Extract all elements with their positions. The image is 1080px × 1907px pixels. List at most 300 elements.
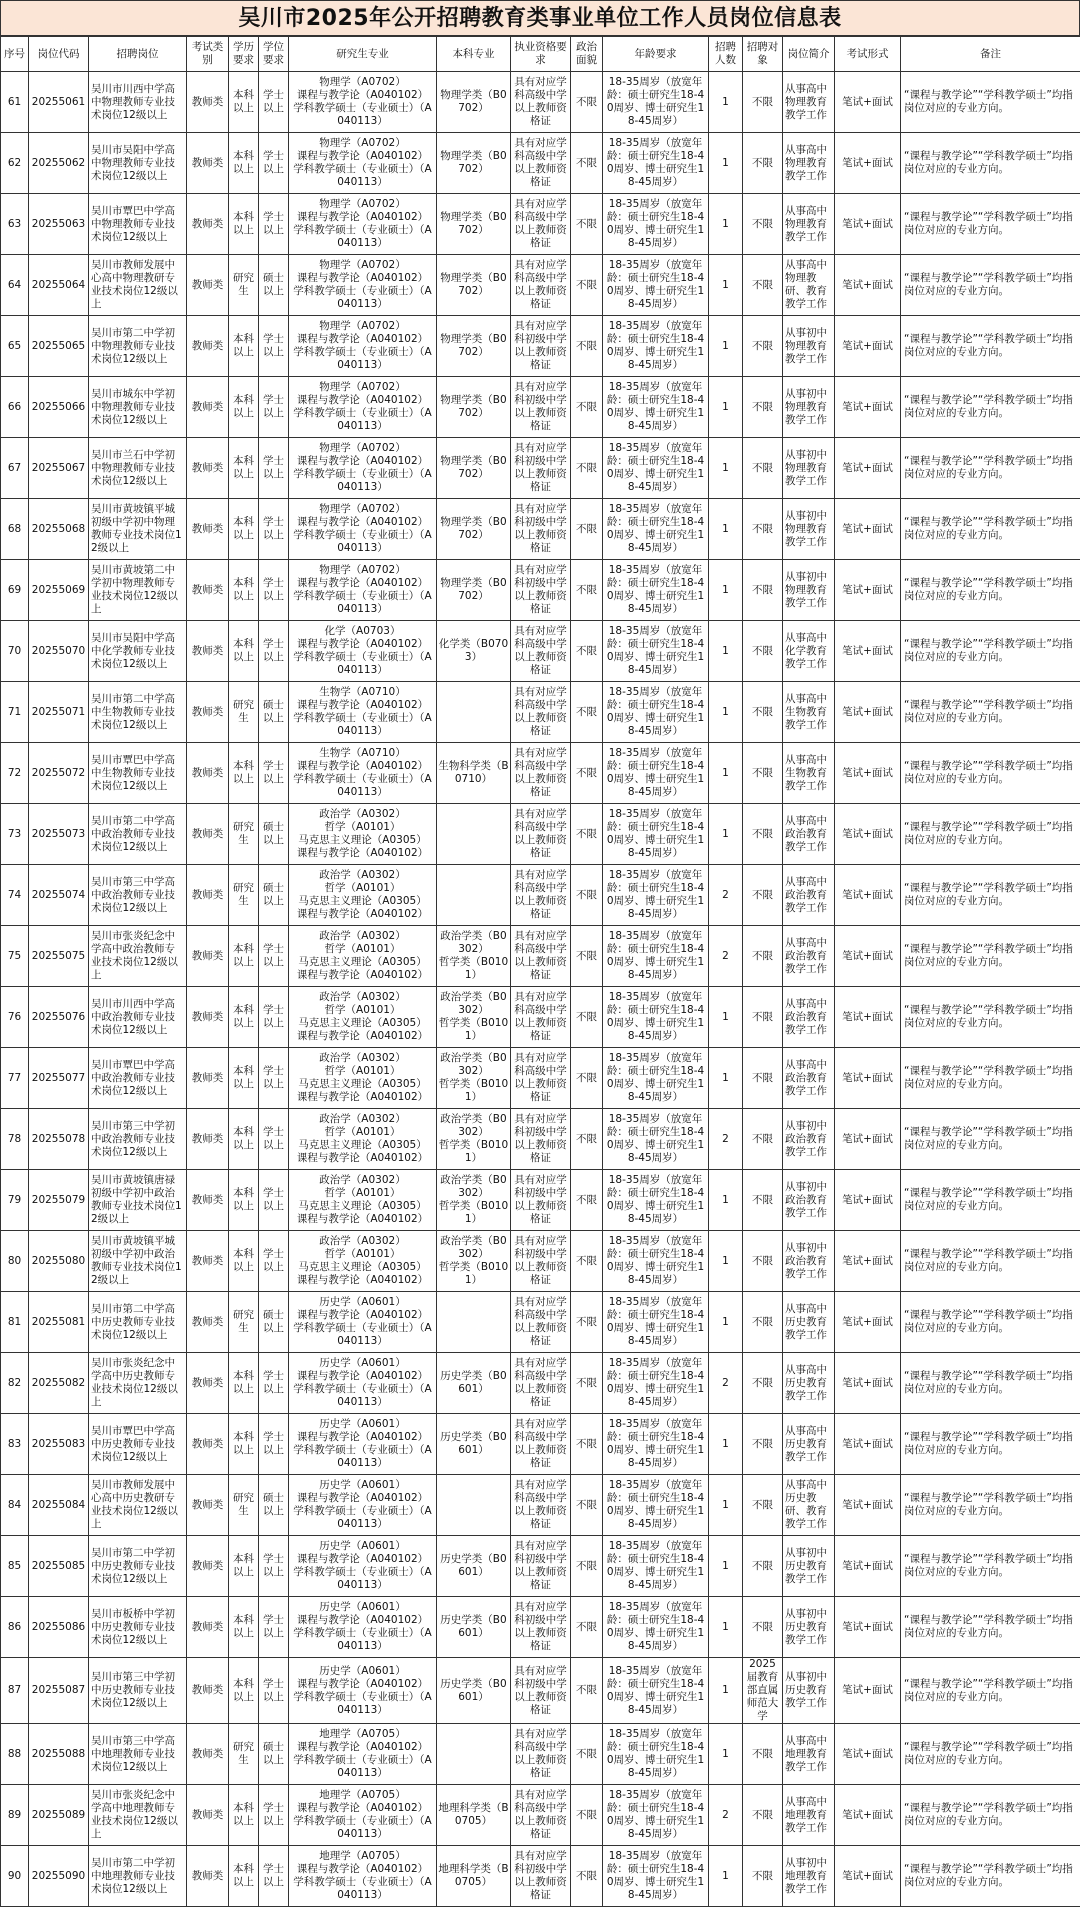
cell-grad-major: 化学（A0703） 课程与教学论（A040102） 学科教学硕士（专业硕士）（A040113） xyxy=(289,621,437,682)
cell-intro: 从事初中地理教育教学工作 xyxy=(783,1846,835,1907)
cell-category: 教师类 xyxy=(187,621,229,682)
cell-age: 18-35周岁（放宽年龄：硕士研究生18-40周岁、博士研究生18-45周岁） xyxy=(603,1536,709,1597)
cell-qualification: 具有对应学科初级中学以上教师资格证 xyxy=(511,1170,571,1231)
cell-position: 吴川市第二中学高中政治教师专业技术岗位12级以上 xyxy=(89,804,187,865)
cell-note: “课程与教学论”“学科教学硕士”均指岗位对应的专业方向。 xyxy=(901,316,1080,377)
cell-position: 吴川市第二中学高中生物教师专业技术岗位12级以上 xyxy=(89,682,187,743)
cell-qualification: 具有对应学科高级中学以上教师资格证 xyxy=(511,743,571,804)
cell-code: 20255071 xyxy=(29,682,89,743)
cell-intro: 从事初中物理教育教学工作 xyxy=(783,377,835,438)
cell-degree: 硕士以上 xyxy=(259,1292,289,1353)
cell-exam-form: 笔试+面试 xyxy=(835,1170,901,1231)
cell-category: 教师类 xyxy=(187,1048,229,1109)
column-header: 序号 xyxy=(1,37,29,72)
cell-category: 教师类 xyxy=(187,133,229,194)
cell-exam-form: 笔试+面试 xyxy=(835,1536,901,1597)
table-row xyxy=(1,1785,1080,1846)
cell-degree: 硕士以上 xyxy=(259,682,289,743)
cell-degree: 硕士以上 xyxy=(259,1724,289,1785)
cell-code: 20255084 xyxy=(29,1475,89,1536)
cell-exam-form: 笔试+面试 xyxy=(835,1658,901,1724)
cell-exam-form: 笔试+面试 xyxy=(835,1231,901,1292)
cell-intro: 从事高中历史教育教学工作 xyxy=(783,1292,835,1353)
cell-degree: 硕士以上 xyxy=(259,255,289,316)
cell-seq: 75 xyxy=(1,926,29,987)
cell-political-status: 不限 xyxy=(571,926,603,987)
cell-education: 本科以上 xyxy=(229,1658,259,1724)
cell-undergrad-major: 地理科学类（B0705） xyxy=(437,1785,511,1846)
cell-position: 吴川市第三中学高中地理教师专业技术岗位12级以上 xyxy=(89,1724,187,1785)
cell-age: 18-35周岁（放宽年龄：硕士研究生18-40周岁、博士研究生18-45周岁） xyxy=(603,194,709,255)
cell-intro: 从事高中物理教育教学工作 xyxy=(783,72,835,133)
table-row xyxy=(1,194,1080,255)
cell-seq: 64 xyxy=(1,255,29,316)
cell-note: “课程与教学论”“学科教学硕士”均指岗位对应的专业方向。 xyxy=(901,682,1080,743)
cell-position: 吴川市教师发展中心高中物理教研专业技术岗位12级以上 xyxy=(89,255,187,316)
cell-education: 本科以上 xyxy=(229,987,259,1048)
cell-category: 教师类 xyxy=(187,316,229,377)
cell-code: 20255073 xyxy=(29,804,89,865)
cell-grad-major: 政治学（A0302） 哲学（A0101） 马克思主义理论（A0305） 课程与教学论（A040102） xyxy=(289,804,437,865)
cell-code: 20255081 xyxy=(29,1292,89,1353)
table-row xyxy=(1,72,1080,133)
cell-age: 18-35周岁（放宽年龄：硕士研究生18-40周岁、博士研究生18-45周岁） xyxy=(603,1414,709,1475)
cell-code: 20255066 xyxy=(29,377,89,438)
column-header: 执业资格要求 xyxy=(511,37,571,72)
cell-age: 18-35周岁（放宽年龄：硕士研究生18-40周岁、博士研究生18-45周岁） xyxy=(603,72,709,133)
cell-political-status: 不限 xyxy=(571,560,603,621)
cell-category: 教师类 xyxy=(187,1597,229,1658)
cell-grad-major: 政治学（A0302） 哲学（A0101） 马克思主义理论（A0305） 课程与教学论（A040102） xyxy=(289,987,437,1048)
cell-age: 18-35周岁（放宽年龄：硕士研究生18-40周岁、博士研究生18-45周岁） xyxy=(603,743,709,804)
cell-education: 本科以上 xyxy=(229,1846,259,1907)
cell-exam-form: 笔试+面试 xyxy=(835,865,901,926)
column-header: 招聘岗位 xyxy=(89,37,187,72)
cell-qualification: 具有对应学科初级中学以上教师资格证 xyxy=(511,438,571,499)
cell-age: 18-35周岁（放宽年龄：硕士研究生18-40周岁、博士研究生18-45周岁） xyxy=(603,560,709,621)
cell-qualification: 具有对应学科高级中学以上教师资格证 xyxy=(511,133,571,194)
cell-qualification: 具有对应学科高级中学以上教师资格证 xyxy=(511,682,571,743)
cell-political-status: 不限 xyxy=(571,133,603,194)
cell-degree: 学士以上 xyxy=(259,316,289,377)
cell-degree: 学士以上 xyxy=(259,1414,289,1475)
cell-exam-form: 笔试+面试 xyxy=(835,255,901,316)
cell-category: 教师类 xyxy=(187,926,229,987)
cell-political-status: 不限 xyxy=(571,72,603,133)
cell-political-status: 不限 xyxy=(571,438,603,499)
cell-exam-form: 笔试+面试 xyxy=(835,316,901,377)
cell-target: 不限 xyxy=(743,194,783,255)
cell-category: 教师类 xyxy=(187,1109,229,1170)
cell-target: 不限 xyxy=(743,72,783,133)
cell-grad-major: 物理学（A0702） 课程与教学论（A040102） 学科教学硕士（专业硕士）（A040113） xyxy=(289,194,437,255)
cell-qualification: 具有对应学科初级中学以上教师资格证 xyxy=(511,499,571,560)
cell-qualification: 具有对应学科高级中学以上教师资格证 xyxy=(511,1414,571,1475)
cell-target: 不限 xyxy=(743,926,783,987)
column-header: 本科专业 xyxy=(437,37,511,72)
cell-position: 吴川市第二中学高中历史教师专业技术岗位12级以上 xyxy=(89,1292,187,1353)
table-row xyxy=(1,926,1080,987)
cell-seq: 61 xyxy=(1,72,29,133)
cell-qualification: 具有对应学科高级中学以上教师资格证 xyxy=(511,987,571,1048)
cell-grad-major: 地理学（A0705） 课程与教学论（A040102） 学科教学硕士（专业硕士）（A040113） xyxy=(289,1846,437,1907)
cell-intro: 从事初中政治教育教学工作 xyxy=(783,1231,835,1292)
cell-grad-major: 物理学（A0702） 课程与教学论（A040102） 学科教学硕士（专业硕士）（A040113） xyxy=(289,316,437,377)
cell-degree: 硕士以上 xyxy=(259,865,289,926)
cell-undergrad-major: 物理学类（B0702） xyxy=(437,255,511,316)
cell-headcount: 1 xyxy=(709,1597,743,1658)
cell-note: “课程与教学论”“学科教学硕士”均指岗位对应的专业方向。 xyxy=(901,1292,1080,1353)
cell-grad-major: 历史学（A0601） 课程与教学论（A040102） 学科教学硕士（专业硕士）（A040113） xyxy=(289,1658,437,1724)
cell-political-status: 不限 xyxy=(571,1231,603,1292)
cell-qualification: 具有对应学科初级中学以上教师资格证 xyxy=(511,560,571,621)
cell-political-status: 不限 xyxy=(571,1536,603,1597)
cell-exam-form: 笔试+面试 xyxy=(835,1109,901,1170)
cell-position: 吴川市第二中学初中地理教师专业技术岗位12级以上 xyxy=(89,1846,187,1907)
cell-undergrad-major: 物理学类（B0702） xyxy=(437,377,511,438)
cell-code: 20255068 xyxy=(29,499,89,560)
cell-undergrad-major: 物理学类（B0702） xyxy=(437,133,511,194)
cell-political-status: 不限 xyxy=(571,1048,603,1109)
table-row xyxy=(1,1170,1080,1231)
cell-grad-major: 历史学（A0601） 课程与教学论（A040102） 学科教学硕士（专业硕士）（A040113） xyxy=(289,1353,437,1414)
cell-undergrad-major: 政治学类（B0302） 哲学类（B0101） xyxy=(437,1109,511,1170)
cell-target: 不限 xyxy=(743,804,783,865)
column-header: 岗位代码 xyxy=(29,37,89,72)
cell-education: 本科以上 xyxy=(229,377,259,438)
cell-intro: 从事高中政治教育教学工作 xyxy=(783,987,835,1048)
cell-position: 吴川市第三中学初中政治教师专业技术岗位12级以上 xyxy=(89,1109,187,1170)
cell-undergrad-major: 政治学类（B0302） 哲学类（B0101） xyxy=(437,1170,511,1231)
cell-headcount: 1 xyxy=(709,194,743,255)
cell-grad-major: 政治学（A0302） 哲学（A0101） 马克思主义理论（A0305） 课程与教学论（A040102） xyxy=(289,926,437,987)
cell-grad-major: 历史学（A0601） 课程与教学论（A040102） 学科教学硕士（专业硕士）（A040113） xyxy=(289,1475,437,1536)
cell-note: “课程与教学论”“学科教学硕士”均指岗位对应的专业方向。 xyxy=(901,1536,1080,1597)
cell-education: 本科以上 xyxy=(229,1785,259,1846)
cell-education: 本科以上 xyxy=(229,1170,259,1231)
cell-exam-form: 笔试+面试 xyxy=(835,1597,901,1658)
column-header: 政治面貌 xyxy=(571,37,603,72)
cell-seq: 77 xyxy=(1,1048,29,1109)
cell-note: “课程与教学论”“学科教学硕士”均指岗位对应的专业方向。 xyxy=(901,1231,1080,1292)
cell-exam-form: 笔试+面试 xyxy=(835,926,901,987)
cell-qualification: 具有对应学科高级中学以上教师资格证 xyxy=(511,926,571,987)
cell-exam-form: 笔试+面试 xyxy=(835,682,901,743)
cell-note: “课程与教学论”“学科教学硕士”均指岗位对应的专业方向。 xyxy=(901,72,1080,133)
cell-category: 教师类 xyxy=(187,804,229,865)
cell-note: “课程与教学论”“学科教学硕士”均指岗位对应的专业方向。 xyxy=(901,255,1080,316)
cell-political-status: 不限 xyxy=(571,1597,603,1658)
cell-undergrad-major: 地理科学类（B0705） xyxy=(437,1846,511,1907)
cell-undergrad-major: 物理学类（B0702） xyxy=(437,438,511,499)
cell-intro: 从事高中政治教育教学工作 xyxy=(783,865,835,926)
cell-grad-major: 物理学（A0702） 课程与教学论（A040102） 学科教学硕士（专业硕士）（A040113） xyxy=(289,438,437,499)
cell-target: 不限 xyxy=(743,682,783,743)
cell-age: 18-35周岁（放宽年龄：硕士研究生18-40周岁、博士研究生18-45周岁） xyxy=(603,1231,709,1292)
cell-qualification: 具有对应学科初级中学以上教师资格证 xyxy=(511,1231,571,1292)
cell-headcount: 1 xyxy=(709,133,743,194)
table-row xyxy=(1,743,1080,804)
cell-undergrad-major: 历史学类（B0601） xyxy=(437,1353,511,1414)
cell-exam-form: 笔试+面试 xyxy=(835,1724,901,1785)
cell-age: 18-35周岁（放宽年龄：硕士研究生18-40周岁、博士研究生18-45周岁） xyxy=(603,377,709,438)
cell-note: “课程与教学论”“学科教学硕士”均指岗位对应的专业方向。 xyxy=(901,1414,1080,1475)
cell-age: 18-35周岁（放宽年龄：硕士研究生18-40周岁、博士研究生18-45周岁） xyxy=(603,316,709,377)
cell-position: 吴川市兰石中学初中物理教师专业技术岗位12级以上 xyxy=(89,438,187,499)
column-header: 备注 xyxy=(901,37,1080,72)
cell-grad-major: 政治学（A0302） 哲学（A0101） 马克思主义理论（A0305） 课程与教学论（A040102） xyxy=(289,1170,437,1231)
cell-education: 研究生 xyxy=(229,1724,259,1785)
cell-degree: 学士以上 xyxy=(259,621,289,682)
cell-note: “课程与教学论”“学科教学硕士”均指岗位对应的专业方向。 xyxy=(901,1658,1080,1724)
cell-degree: 学士以上 xyxy=(259,1170,289,1231)
cell-qualification: 具有对应学科高级中学以上教师资格证 xyxy=(511,255,571,316)
cell-headcount: 1 xyxy=(709,377,743,438)
cell-position: 吴川市城东中学初中物理教师专业技术岗位12级以上 xyxy=(89,377,187,438)
cell-headcount: 1 xyxy=(709,499,743,560)
cell-headcount: 1 xyxy=(709,316,743,377)
cell-code: 20255075 xyxy=(29,926,89,987)
cell-target: 不限 xyxy=(743,1231,783,1292)
cell-target: 不限 xyxy=(743,1785,783,1846)
cell-category: 教师类 xyxy=(187,1353,229,1414)
cell-exam-form: 笔试+面试 xyxy=(835,194,901,255)
cell-target: 不限 xyxy=(743,1292,783,1353)
cell-target: 不限 xyxy=(743,1724,783,1785)
cell-political-status: 不限 xyxy=(571,1846,603,1907)
cell-code: 20255082 xyxy=(29,1353,89,1414)
cell-category: 教师类 xyxy=(187,1658,229,1724)
cell-degree: 硕士以上 xyxy=(259,804,289,865)
cell-category: 教师类 xyxy=(187,1414,229,1475)
cell-political-status: 不限 xyxy=(571,316,603,377)
column-header: 年龄要求 xyxy=(603,37,709,72)
cell-seq: 82 xyxy=(1,1353,29,1414)
cell-education: 本科以上 xyxy=(229,1597,259,1658)
cell-education: 本科以上 xyxy=(229,194,259,255)
cell-age: 18-35周岁（放宽年龄：硕士研究生18-40周岁、博士研究生18-45周岁） xyxy=(603,1724,709,1785)
cell-headcount: 1 xyxy=(709,560,743,621)
cell-position: 吴川市黄坡镇平城初级中学初中物理教师专业技术岗位12级以上 xyxy=(89,499,187,560)
cell-degree: 学士以上 xyxy=(259,1231,289,1292)
cell-grad-major: 历史学（A0601） 课程与教学论（A040102） 学科教学硕士（专业硕士）（A040113） xyxy=(289,1597,437,1658)
table-row xyxy=(1,133,1080,194)
cell-grad-major: 物理学（A0702） 课程与教学论（A040102） 学科教学硕士（专业硕士）（A040113） xyxy=(289,255,437,316)
cell-headcount: 1 xyxy=(709,682,743,743)
cell-seq: 76 xyxy=(1,987,29,1048)
cell-note: “课程与教学论”“学科教学硕士”均指岗位对应的专业方向。 xyxy=(901,1048,1080,1109)
cell-headcount: 1 xyxy=(709,1414,743,1475)
cell-seq: 87 xyxy=(1,1658,29,1724)
cell-grad-major: 物理学（A0702） 课程与教学论（A040102） 学科教学硕士（专业硕士）（A040113） xyxy=(289,499,437,560)
cell-note: “课程与教学论”“学科教学硕士”均指岗位对应的专业方向。 xyxy=(901,1724,1080,1785)
cell-note: “课程与教学论”“学科教学硕士”均指岗位对应的专业方向。 xyxy=(901,1170,1080,1231)
cell-code: 20255090 xyxy=(29,1846,89,1907)
cell-qualification: 具有对应学科初级中学以上教师资格证 xyxy=(511,1536,571,1597)
cell-category: 教师类 xyxy=(187,255,229,316)
cell-degree: 学士以上 xyxy=(259,1353,289,1414)
cell-target: 不限 xyxy=(743,255,783,316)
cell-education: 本科以上 xyxy=(229,72,259,133)
cell-target: 不限 xyxy=(743,1597,783,1658)
cell-education: 研究生 xyxy=(229,255,259,316)
cell-political-status: 不限 xyxy=(571,1353,603,1414)
cell-education: 本科以上 xyxy=(229,1536,259,1597)
cell-note: “课程与教学论”“学科教学硕士”均指岗位对应的专业方向。 xyxy=(901,743,1080,804)
cell-intro: 从事初中物理教育教学工作 xyxy=(783,560,835,621)
cell-exam-form: 笔试+面试 xyxy=(835,133,901,194)
cell-education: 本科以上 xyxy=(229,560,259,621)
cell-undergrad-major: 政治学类（B0302） 哲学类（B0101） xyxy=(437,1048,511,1109)
cell-headcount: 1 xyxy=(709,1724,743,1785)
cell-degree: 学士以上 xyxy=(259,194,289,255)
cell-category: 教师类 xyxy=(187,194,229,255)
cell-seq: 86 xyxy=(1,1597,29,1658)
cell-age: 18-35周岁（放宽年龄：硕士研究生18-40周岁、博士研究生18-45周岁） xyxy=(603,255,709,316)
cell-undergrad-major: 物理学类（B0702） xyxy=(437,499,511,560)
cell-headcount: 1 xyxy=(709,621,743,682)
cell-political-status: 不限 xyxy=(571,1475,603,1536)
cell-degree: 学士以上 xyxy=(259,377,289,438)
cell-note: “课程与教学论”“学科教学硕士”均指岗位对应的专业方向。 xyxy=(901,560,1080,621)
cell-exam-form: 笔试+面试 xyxy=(835,560,901,621)
column-header: 研究生专业 xyxy=(289,37,437,72)
cell-political-status: 不限 xyxy=(571,1109,603,1170)
cell-political-status: 不限 xyxy=(571,1785,603,1846)
cell-target: 不限 xyxy=(743,438,783,499)
cell-note: “课程与教学论”“学科教学硕士”均指岗位对应的专业方向。 xyxy=(901,987,1080,1048)
cell-code: 20255078 xyxy=(29,1109,89,1170)
cell-headcount: 1 xyxy=(709,1658,743,1724)
column-header: 招聘人数 xyxy=(709,37,743,72)
column-header: 学历要求 xyxy=(229,37,259,72)
cell-age: 18-35周岁（放宽年龄：硕士研究生18-40周岁、博士研究生18-45周岁） xyxy=(603,1170,709,1231)
cell-undergrad-major: 生物科学类（B0710） xyxy=(437,743,511,804)
table-row xyxy=(1,499,1080,560)
cell-intro: 从事高中历史教育教学工作 xyxy=(783,1414,835,1475)
cell-degree: 学士以上 xyxy=(259,743,289,804)
cell-target: 不限 xyxy=(743,1475,783,1536)
cell-qualification: 具有对应学科初级中学以上教师资格证 xyxy=(511,1109,571,1170)
cell-headcount: 2 xyxy=(709,865,743,926)
cell-code: 20255069 xyxy=(29,560,89,621)
cell-target: 不限 xyxy=(743,1846,783,1907)
cell-political-status: 不限 xyxy=(571,255,603,316)
column-header: 考试类别 xyxy=(187,37,229,72)
table-row xyxy=(1,377,1080,438)
cell-code: 20255074 xyxy=(29,865,89,926)
cell-target: 不限 xyxy=(743,1170,783,1231)
cell-headcount: 2 xyxy=(709,1109,743,1170)
cell-education: 本科以上 xyxy=(229,1109,259,1170)
cell-qualification: 具有对应学科高级中学以上教师资格证 xyxy=(511,1353,571,1414)
cell-education: 本科以上 xyxy=(229,499,259,560)
table-row xyxy=(1,316,1080,377)
cell-intro: 从事高中历史教育教学工作 xyxy=(783,1353,835,1414)
cell-seq: 80 xyxy=(1,1231,29,1292)
cell-category: 教师类 xyxy=(187,682,229,743)
cell-exam-form: 笔试+面试 xyxy=(835,1785,901,1846)
cell-seq: 81 xyxy=(1,1292,29,1353)
cell-exam-form: 笔试+面试 xyxy=(835,438,901,499)
cell-code: 20255072 xyxy=(29,743,89,804)
cell-intro: 从事高中政治教育教学工作 xyxy=(783,926,835,987)
cell-note: “课程与教学论”“学科教学硕士”均指岗位对应的专业方向。 xyxy=(901,1846,1080,1907)
cell-age: 18-35周岁（放宽年龄：硕士研究生18-40周岁、博士研究生18-45周岁） xyxy=(603,1597,709,1658)
cell-seq: 84 xyxy=(1,1475,29,1536)
cell-position: 吴川市覃巴中学高中生物教师专业技术岗位12级以上 xyxy=(89,743,187,804)
table-row xyxy=(1,1724,1080,1785)
cell-note: “课程与教学论”“学科教学硕士”均指岗位对应的专业方向。 xyxy=(901,499,1080,560)
cell-target: 2025届教育部直属师范大学 xyxy=(743,1658,783,1724)
cell-seq: 72 xyxy=(1,743,29,804)
table-row xyxy=(1,682,1080,743)
cell-grad-major: 政治学（A0302） 哲学（A0101） 马克思主义理论（A0305） 课程与教学论（A040102） xyxy=(289,1048,437,1109)
cell-undergrad-major: 历史学类（B0601） xyxy=(437,1414,511,1475)
cell-grad-major: 物理学（A0702） 课程与教学论（A040102） 学科教学硕士（专业硕士）（A040113） xyxy=(289,72,437,133)
cell-intro: 从事高中物理教研、教育教学工作 xyxy=(783,255,835,316)
cell-seq: 63 xyxy=(1,194,29,255)
cell-category: 教师类 xyxy=(187,560,229,621)
cell-headcount: 1 xyxy=(709,255,743,316)
table-body xyxy=(1,72,1080,1907)
cell-exam-form: 笔试+面试 xyxy=(835,621,901,682)
cell-age: 18-35周岁（放宽年龄：硕士研究生18-40周岁、博士研究生18-45周岁） xyxy=(603,804,709,865)
cell-seq: 85 xyxy=(1,1536,29,1597)
cell-headcount: 2 xyxy=(709,1353,743,1414)
cell-age: 18-35周岁（放宽年龄：硕士研究生18-40周岁、博士研究生18-45周岁） xyxy=(603,682,709,743)
cell-age: 18-35周岁（放宽年龄：硕士研究生18-40周岁、博士研究生18-45周岁） xyxy=(603,1109,709,1170)
cell-undergrad-major: 历史学类（B0601） xyxy=(437,1658,511,1724)
cell-education: 本科以上 xyxy=(229,1048,259,1109)
cell-exam-form: 笔试+面试 xyxy=(835,804,901,865)
cell-target: 不限 xyxy=(743,743,783,804)
table-row xyxy=(1,1658,1080,1724)
table-row xyxy=(1,255,1080,316)
cell-age: 18-35周岁（放宽年龄：硕士研究生18-40周岁、博士研究生18-45周岁） xyxy=(603,1658,709,1724)
cell-grad-major: 地理学（A0705） 课程与教学论（A040102） 学科教学硕士（专业硕士）（A040113） xyxy=(289,1724,437,1785)
table-row xyxy=(1,1597,1080,1658)
cell-headcount: 1 xyxy=(709,1846,743,1907)
table-row xyxy=(1,1536,1080,1597)
cell-headcount: 1 xyxy=(709,987,743,1048)
cell-seq: 65 xyxy=(1,316,29,377)
cell-intro: 从事初中政治教育教学工作 xyxy=(783,1170,835,1231)
cell-political-status: 不限 xyxy=(571,499,603,560)
cell-grad-major: 物理学（A0702） 课程与教学论（A040102） 学科教学硕士（专业硕士）（A040113） xyxy=(289,133,437,194)
cell-seq: 67 xyxy=(1,438,29,499)
cell-undergrad-major xyxy=(437,1724,511,1785)
cell-position: 吴川市川西中学高中政治教师专业技术岗位12级以上 xyxy=(89,987,187,1048)
cell-age: 18-35周岁（放宽年龄：硕士研究生18-40周岁、博士研究生18-45周岁） xyxy=(603,1785,709,1846)
cell-note: “课程与教学论”“学科教学硕士”均指岗位对应的专业方向。 xyxy=(901,1109,1080,1170)
cell-category: 教师类 xyxy=(187,1846,229,1907)
cell-seq: 74 xyxy=(1,865,29,926)
cell-age: 18-35周岁（放宽年龄：硕士研究生18-40周岁、博士研究生18-45周岁） xyxy=(603,438,709,499)
cell-grad-major: 历史学（A0601） 课程与教学论（A040102） 学科教学硕士（专业硕士）（A040113） xyxy=(289,1536,437,1597)
cell-grad-major: 生物学（A0710） 课程与教学论（A040102） 学科教学硕士（专业硕士）（A040113） xyxy=(289,682,437,743)
cell-seq: 89 xyxy=(1,1785,29,1846)
cell-undergrad-major: 物理学类（B0702） xyxy=(437,316,511,377)
cell-undergrad-major: 政治学类（B0302） 哲学类（B0101） xyxy=(437,926,511,987)
cell-note: “课程与教学论”“学科教学硕士”均指岗位对应的专业方向。 xyxy=(901,133,1080,194)
cell-headcount: 1 xyxy=(709,1170,743,1231)
cell-seq: 71 xyxy=(1,682,29,743)
cell-exam-form: 笔试+面试 xyxy=(835,377,901,438)
cell-political-status: 不限 xyxy=(571,1414,603,1475)
cell-target: 不限 xyxy=(743,1536,783,1597)
cell-code: 20255064 xyxy=(29,255,89,316)
